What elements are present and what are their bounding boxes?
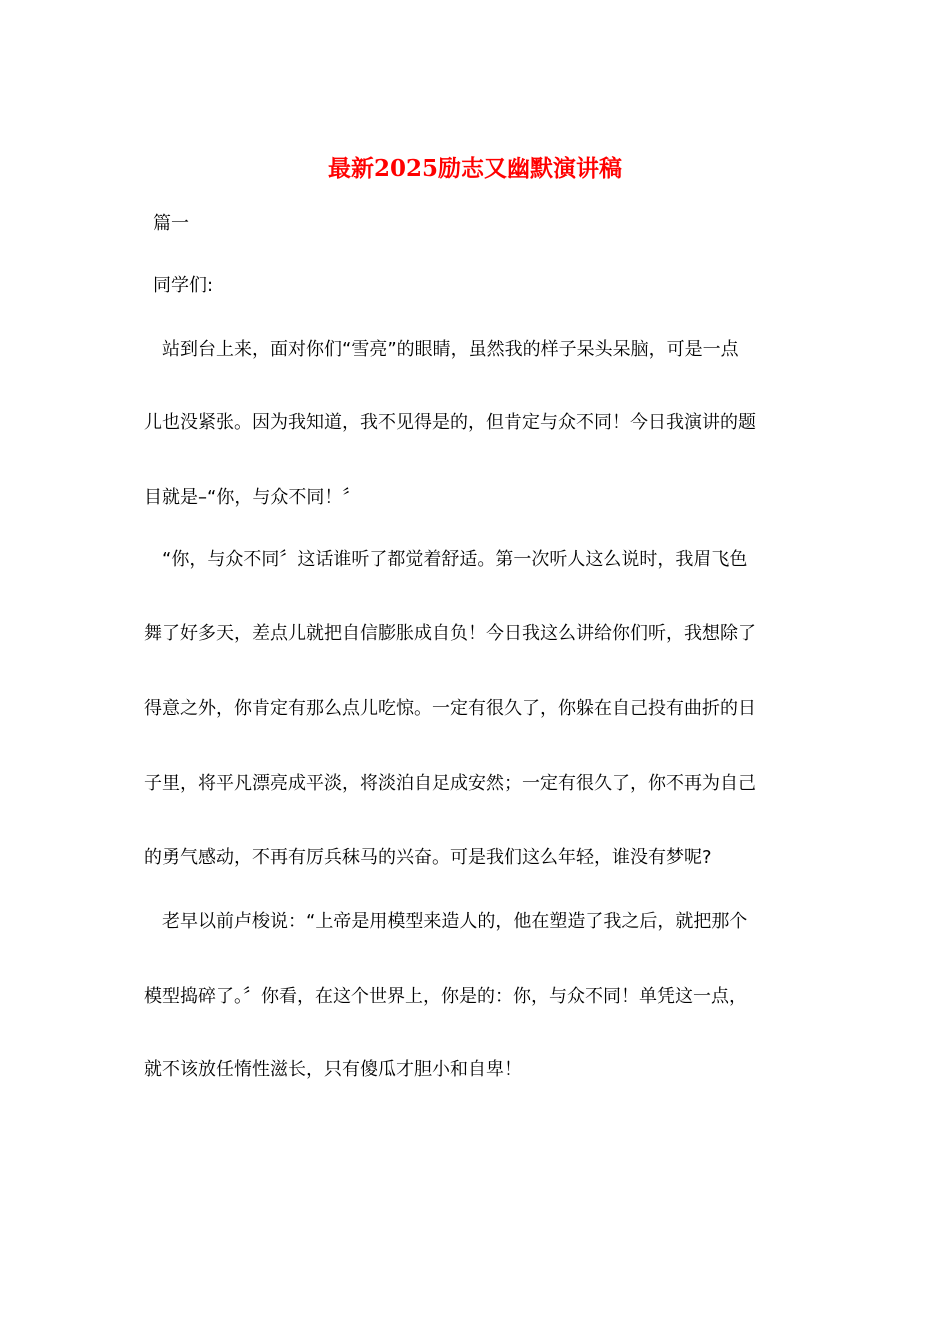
paragraph-1-line-2: 儿也没紧张。因为我知道，我不见得是的，但肯定与众不同！今日我演讲的题 <box>144 412 756 433</box>
paragraph-2-line-2: 舞了好多天，差点儿就把自信膨胀成自负！今日我这么讲给你们听，我想除了 <box>144 623 756 644</box>
paragraph-3-line-2: 模型捣碎了。〞你看，在这个世界上，你是的：你，与众不同！单凭这一点， <box>144 986 747 1007</box>
paragraph-2-line-4: 子里，将平凡漂亮成平淡，将淡泊自足成安然；一定有很久了，你不再为自己 <box>144 773 756 794</box>
paragraph-3-line-1: 老早以前卢梭说：“上帝是用模型来造人的，他在塑造了我之后，就把那个 <box>162 911 748 932</box>
paragraph-3-line-3: 就不该放任惰性滋长，只有傻瓜才胆小和自卑！ <box>144 1059 522 1080</box>
paragraph-1-line-1: 站到台上来，面对你们“雪亮”的眼睛，虽然我的样子呆头呆脑，可是一点 <box>162 339 739 360</box>
paragraph-2-line-3: 得意之外，你肯定有那么点儿吃惊。一定有很久了，你躲在自己投有曲折的日 <box>144 698 756 719</box>
document-title: 最新2025励志又幽默演讲稿 <box>327 155 622 182</box>
section-heading: 篇一 <box>153 213 189 234</box>
paragraph-2-line-1: “你，与众不同〞这话谁听了都觉着舒适。第一次听人这么说时，我眉飞色 <box>162 549 748 570</box>
paragraph-1-line-3: 目就是–“你，与众不同！〞 <box>144 487 361 508</box>
salutation: 同学们: <box>153 275 214 296</box>
paragraph-2-line-5: 的勇气感动，不再有厉兵秣马的兴奋。可是我们这么年轻，谁没有梦呢? <box>144 847 712 868</box>
